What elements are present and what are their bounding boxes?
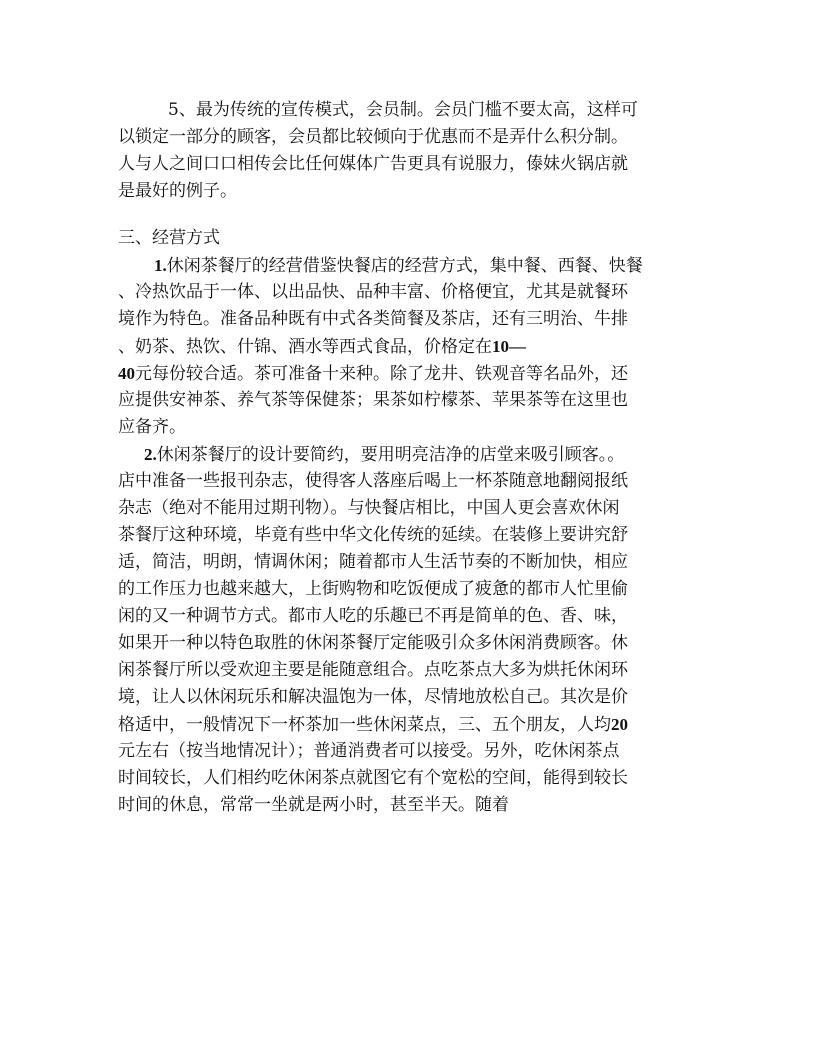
section-heading: 三、经营方式 — [118, 228, 220, 248]
text-line: 时间的休息，常常一坐就是两小时，甚至半天。随着 — [118, 795, 509, 815]
text-line — [118, 711, 698, 738]
text-line: 境，让人以休闲玩乐和解决温饱为一体，尽情地放松自己。其次是价 — [118, 687, 628, 707]
price-range-end: 40 — [118, 364, 135, 383]
text-line — [118, 333, 698, 360]
text-line: 的工作压力也越来越大，上街购物和吃饭便成了疲惫的都市人忙里偷 — [118, 579, 628, 599]
text-line: 闲茶餐厅所以受欢迎主要是能随意组合。点吃茶点大多为烘托休闲环 — [118, 660, 628, 680]
item-number: 2. — [144, 445, 157, 464]
text-line: 杂志（绝对不能用过期刊物）。与快餐店相比，中国人更会喜欢休闲 — [118, 498, 620, 518]
text-segment: 休闲茶餐厅的经营借鉴快餐店的经营方式，集中餐、西餐、快餐 — [166, 256, 643, 276]
text-line: 5、最为传统的宣传模式，会员制。会员门槛不要太高，这样可 — [168, 100, 638, 120]
text-line: 以锁定一部分的顾客，会员都比较倾向于优惠而不是弄什么积分制。 — [118, 127, 628, 147]
text-line: 时间较长，人们相约吃休闲茶点就图它有个宽松的空间，能得到较长 — [118, 768, 628, 788]
text-segment: 、奶茶、热饮、什锦、酒水等西式食品，价格定在 — [118, 337, 492, 357]
price-range-start: 10— — [492, 337, 526, 356]
text-line — [118, 252, 698, 279]
text-line: 元左右（按当地情况计）；普通消费者可以接受。另外，吃休闲茶点 — [118, 741, 620, 761]
text-line — [118, 360, 698, 387]
text-line: 茶餐厅这种环境，毕竟有些中华文化传统的延续。在装修上要讲究舒 — [118, 525, 628, 545]
text-line: 适，简洁，明朗，情调休闲；随着都市人生活节奏的不断加快，相应 — [118, 552, 628, 572]
text-segment: 格适中，一般情况下一杯茶加一些休闲菜点，三、五个朋友，人均 — [118, 715, 611, 735]
text-line: 闲的又一种调节方式。都市人吃的乐趣已不再是简单的色、香、味， — [118, 606, 628, 626]
text-segment: 元每份较合适。茶可准备十来种。除了龙井、铁观音等名品外，还 — [135, 364, 628, 384]
text-line: 、冷热饮品于一体、以出品快、品种丰富、价格便宜，尤其是就餐环 — [118, 282, 628, 302]
paragraph-gap — [118, 205, 698, 225]
average-price: 20 — [611, 715, 628, 734]
paragraph-membership — [118, 97, 698, 205]
text-line: 如果开一种以特色取胜的休闲茶餐厅定能吸引众多休闲消费顾客。休 — [118, 633, 628, 653]
paragraph-item-2 — [118, 441, 698, 819]
document-body — [118, 97, 698, 819]
item-number: 1. — [154, 256, 167, 275]
text-line — [118, 441, 698, 468]
text-segment: 休闲茶餐厅的设计要简约，要用明亮洁净的店堂来吸引顾客。。 — [156, 445, 625, 465]
text-line: 应提供安神茶、养气茶等保健茶；果茶如柠檬茶、苹果茶等在这里也 — [118, 390, 628, 410]
text-line: 应备齐。 — [118, 417, 186, 437]
text-line: 人与人之间口口相传会比任何媒体广告更具有说服力，傣妹火锅店就 — [118, 154, 628, 174]
text-line: 店中准备一些报刊杂志，使得客人落座后喝上一杯茶随意地翻阅报纸 — [118, 471, 628, 491]
text-line: 境作为特色。准备品种既有中式各类简餐及茶店，还有三明治、牛排 — [118, 309, 628, 329]
text-line: 是最好的例子。 — [118, 181, 237, 201]
paragraph-item-1 — [118, 252, 698, 441]
